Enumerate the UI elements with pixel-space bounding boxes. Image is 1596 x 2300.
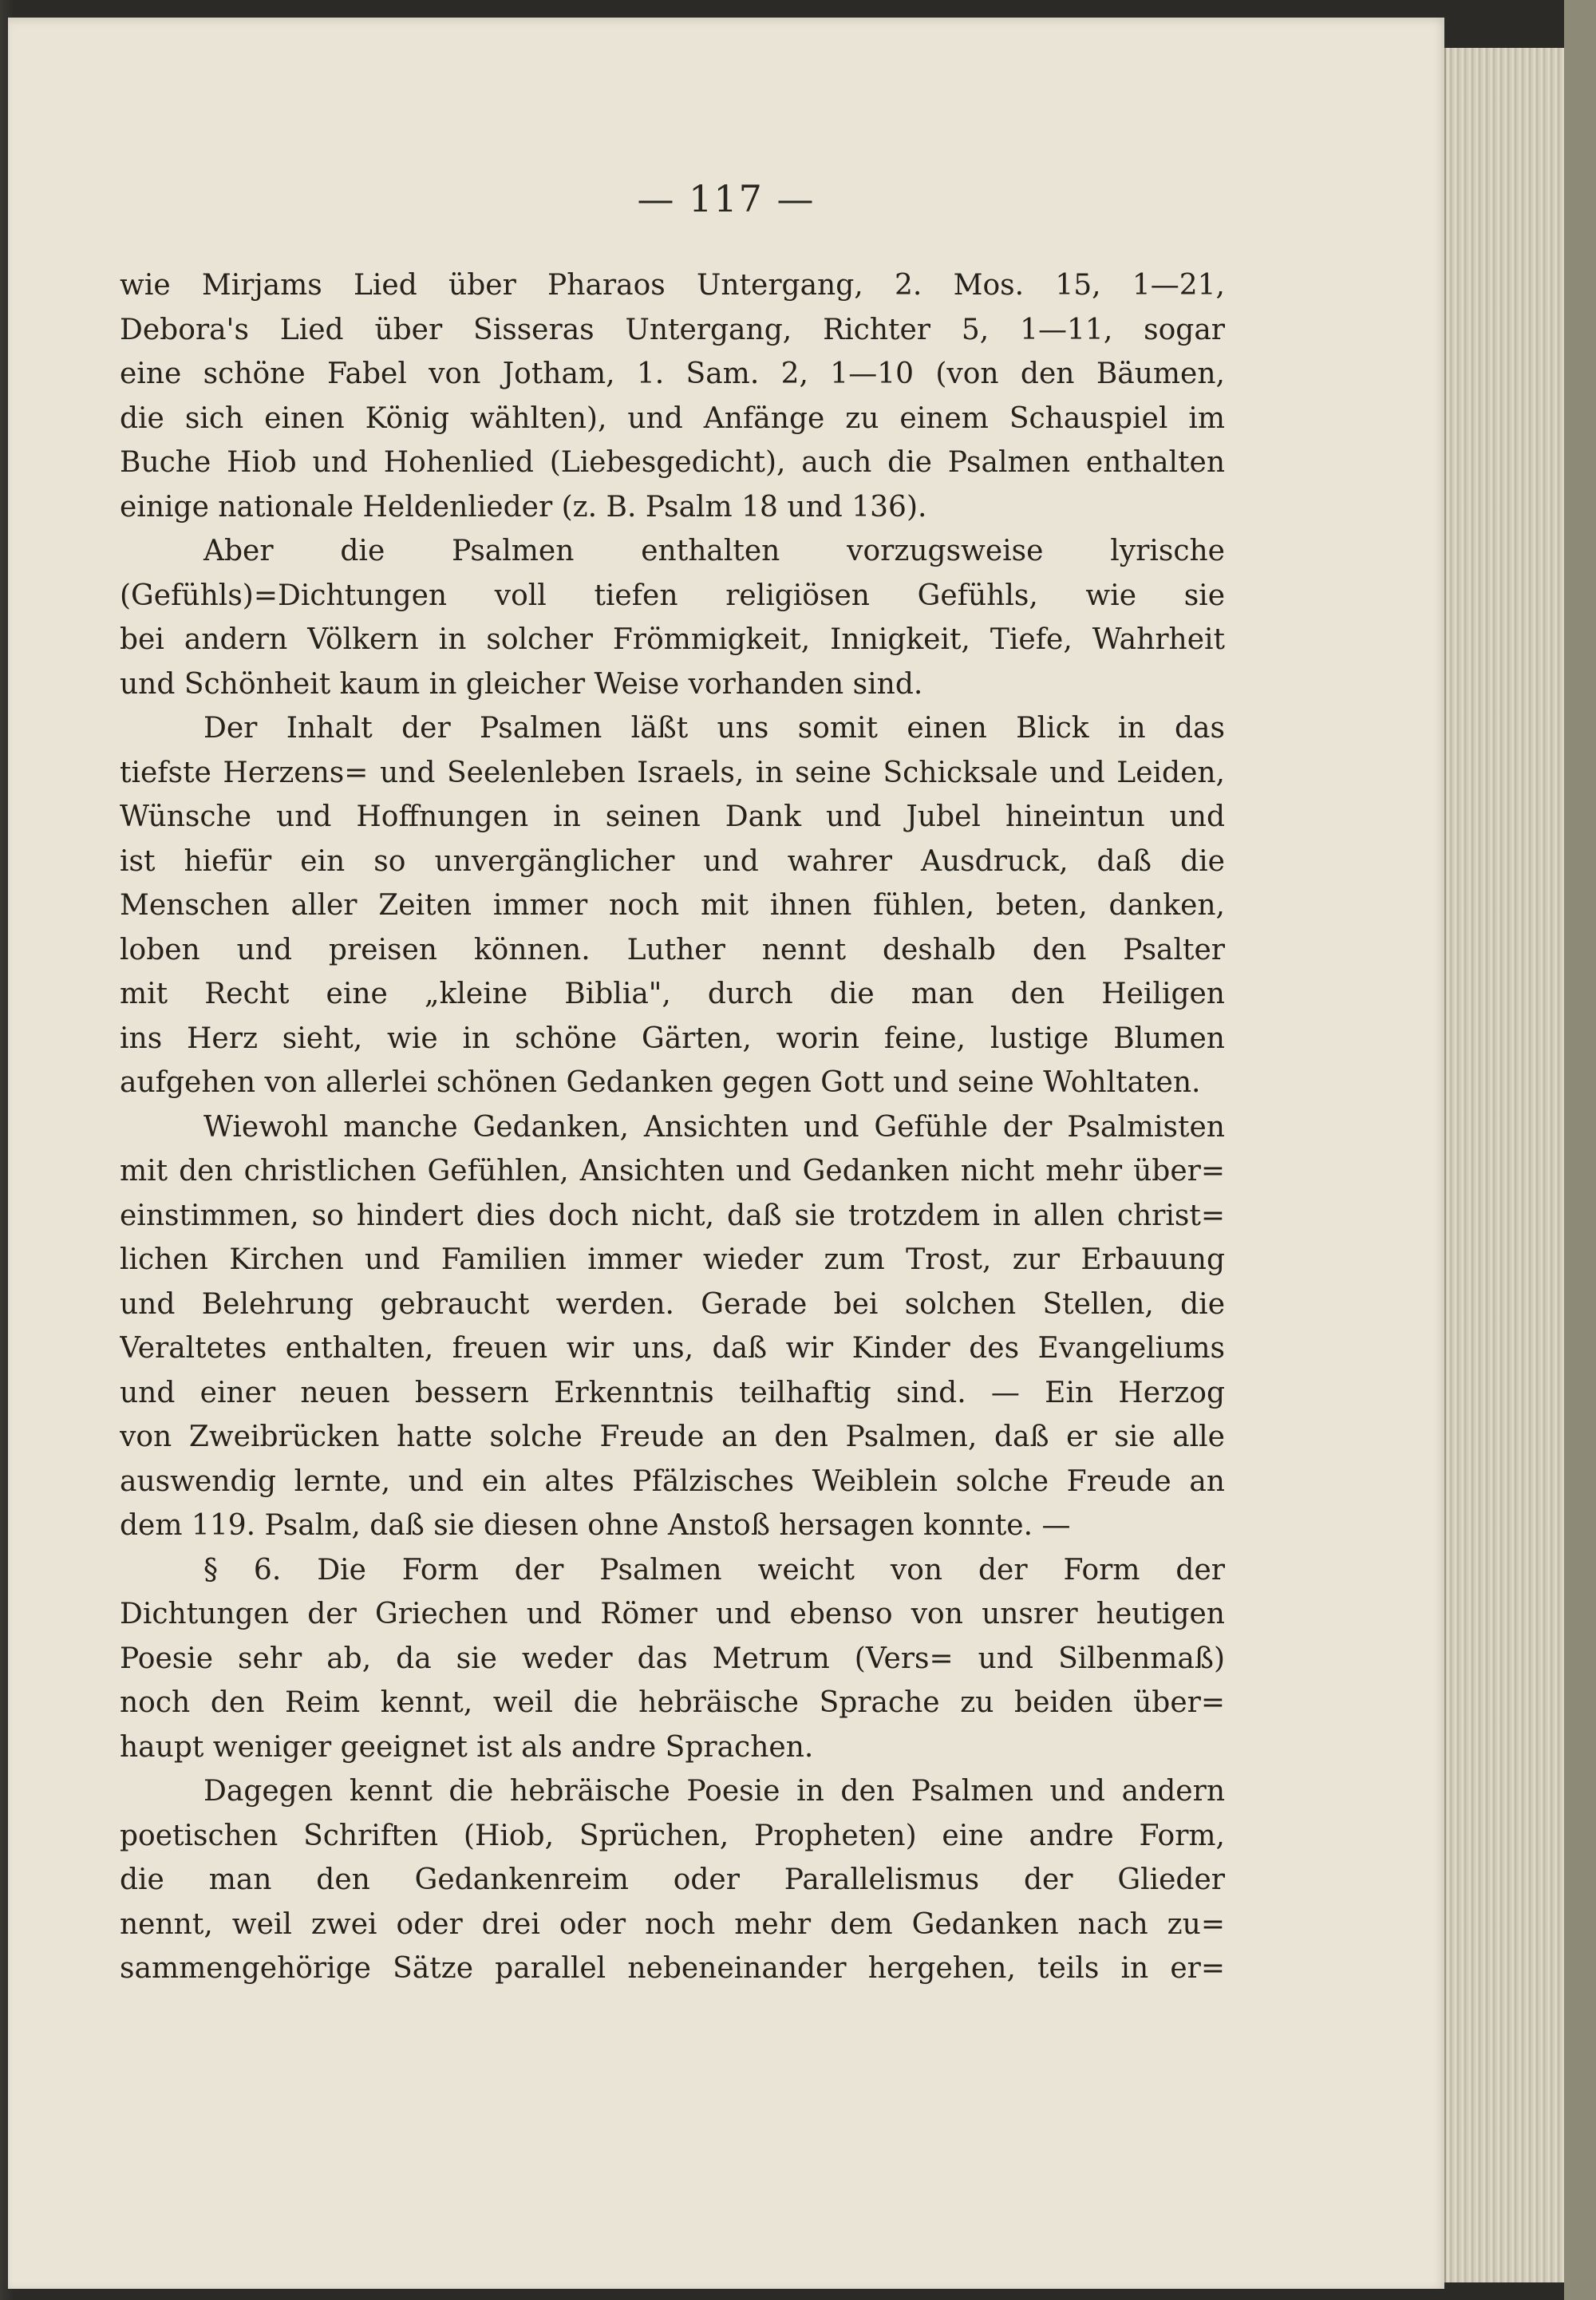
text-line: aufgehen von allerlei schönen Gedanken gegen Gott und seine Wohltaten. xyxy=(120,1066,1201,1099)
paragraph-6 xyxy=(120,1769,1225,1991)
text-line: (Gefühls)=Dichtungen voll tiefen religiösen Gefühls, wie sie xyxy=(120,579,1225,612)
body-text xyxy=(120,263,1225,1991)
text-line: nennt, weil zwei oder drei oder noch mehr dem Gedanken nach zu= xyxy=(120,1907,1225,1941)
text-line: haupt weniger geeignet ist als andre Sprachen. xyxy=(120,1730,814,1764)
text-line: ins Herz sieht, wie in schöne Gärten, worin feine, lustige Blumen xyxy=(120,1022,1225,1055)
book-page xyxy=(8,18,1444,2289)
text-line: bei andern Völkern in solcher Frömmigkeit, Innigkeit, Tiefe, Wahrheit xyxy=(120,623,1225,656)
text-line: Veraltetes enthalten, freuen wir uns, daß wir Kinder des Evangeliums xyxy=(120,1332,1225,1365)
text-line: einstimmen, so hindert dies doch nicht, daß sie trotzdem in allen christ= xyxy=(120,1199,1225,1232)
text-line: Debora's Lied über Sisseras Untergang, Richter 5, 1—11, sogar xyxy=(120,313,1225,346)
text-line: Buche Hiob und Hohenlied (Liebesgedicht), auch die Psalmen enthalten xyxy=(120,446,1225,479)
text-line: tiefste Herzens= und Seelenleben Israels, in seine Schicksale und Leiden, xyxy=(120,756,1225,789)
paragraph-5 xyxy=(120,1548,1225,1770)
text-line: Wiewohl manche Gedanken, Ansichten und Gefühle der Psalmisten xyxy=(203,1110,1225,1144)
text-line: auswendig lernte, und ein altes Pfälzisches Weiblein solche Freude an xyxy=(120,1464,1225,1498)
text-line: Menschen aller Zeiten immer noch mit ihnen fühlen, beten, danken, xyxy=(120,889,1225,922)
text-line: und Schönheit kaum in gleicher Weise vorhanden sind. xyxy=(120,667,923,701)
text-line: Wünsche und Hoffnungen in seinen Dank und Jubel hineintun und xyxy=(120,800,1225,833)
text-line: die man den Gedankenreim oder Parallelismus der Glieder xyxy=(120,1863,1225,1896)
text-line: die sich einen König wählten), und Anfänge zu einem Schauspiel im xyxy=(120,401,1225,435)
text-line: und Belehrung gebraucht werden. Gerade bei solchen Stellen, die xyxy=(120,1287,1225,1321)
text-line: eine schöne Fabel von Jotham, 1. Sam. 2, 1—10 (von den Bäumen, xyxy=(120,358,1225,390)
text-line: noch den Reim kennt, weil die hebräische Sprache zu beiden über= xyxy=(120,1686,1225,1719)
paragraph-1 xyxy=(120,263,1225,529)
text-line: loben und preisen können. Luther nennt deshalb den Psalter xyxy=(120,933,1225,966)
text-line: Dagegen kennt die hebräische Poesie in den Psalmen und andern xyxy=(203,1775,1225,1808)
text-line: sammengehörige Sätze parallel nebeneinander hergehen, teils in er= xyxy=(120,1952,1225,1985)
text-line: und einer neuen bessern Erkenntnis teilhaftig sind. — Ein Herzog xyxy=(120,1376,1225,1409)
text-line: dem 119. Psalm, daß sie diesen ohne Anstoß hersagen konnte. — xyxy=(120,1509,1071,1542)
text-line: wie Mirjams Lied über Pharaos Untergang, 2. Mos. 15, 1—21, xyxy=(120,269,1225,302)
text-line: mit Recht eine „kleine Biblia", durch die man den Heiligen xyxy=(120,978,1225,1010)
paragraph-2 xyxy=(120,529,1225,706)
book-cover-edge xyxy=(1564,0,1596,2300)
text-line: Dichtungen der Griechen und Römer und ebenso von unsrer heutigen xyxy=(120,1598,1225,1630)
text-line: von Zweibrücken hatte solche Freude an den Psalmen, daß er sie alle xyxy=(120,1421,1225,1453)
text-line: Aber die Psalmen enthalten vorzugsweise lyrische xyxy=(203,535,1225,567)
text-line: lichen Kirchen und Familien immer wieder zum Trost, zur Erbauung xyxy=(120,1243,1225,1276)
paragraph-3 xyxy=(120,706,1225,1105)
page-number: — 117 — xyxy=(637,177,816,220)
text-line: ist hiefür ein so unvergänglicher und wahrer Ausdruck, daß die xyxy=(120,844,1225,878)
text-line: mit den christlichen Gefühlen, Ansichten und Gedanken nicht mehr über= xyxy=(120,1155,1225,1188)
text-line: poetischen Schriften (Hiob, Sprüchen, Propheten) eine andre Form, xyxy=(120,1819,1225,1852)
text-line: Poesie sehr ab, da sie weder das Metrum (Vers= und Silbenmaß) xyxy=(120,1642,1225,1675)
text-line: § 6. Die Form der Psalmen weicht von der Form der xyxy=(203,1553,1225,1587)
page-stack-edge xyxy=(1444,48,1566,2282)
paragraph-4 xyxy=(120,1105,1225,1548)
text-line: einige nationale Heldenlieder (z. B. Psalm 18 und 136). xyxy=(120,490,927,524)
text-line: Der Inhalt der Psalmen läßt uns somit einen Blick in das xyxy=(203,712,1225,745)
